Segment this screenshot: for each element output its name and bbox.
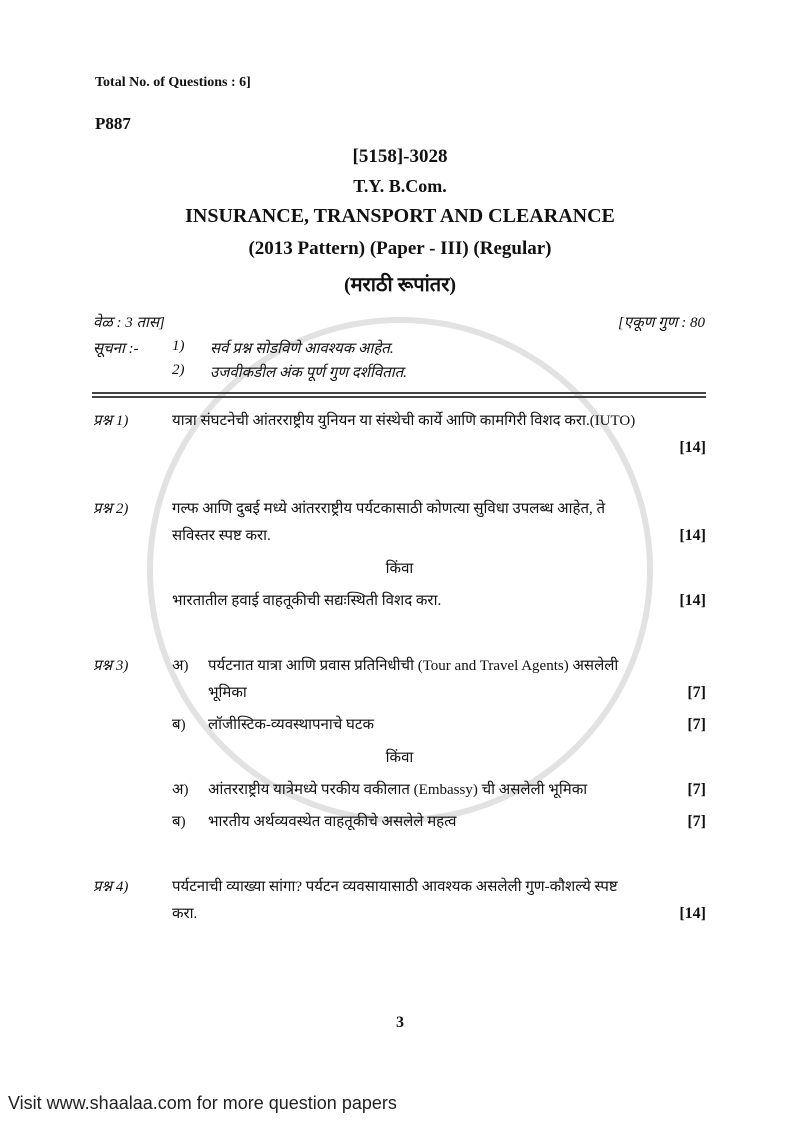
question-marks: [14] — [679, 592, 706, 609]
instruction-text: उजवीकडील अंक पूर्ण गुण दर्शवितात. — [210, 365, 407, 381]
question-4 — [93, 876, 706, 930]
question-label: प्रश्न 4) — [93, 879, 129, 895]
question-label: प्रश्न 3) — [93, 658, 129, 674]
sub-label: अ) — [172, 658, 189, 674]
question-text: लॉजीस्टिक-व्यवस्थापनाचे घटक — [208, 717, 374, 733]
question-marks: [14] — [679, 905, 706, 922]
instruction-text: सर्व प्रश्न सोडविणे आवश्यक आहेत. — [210, 341, 394, 357]
subject-title: INSURANCE, TRANSPORT AND CLEARANCE — [185, 205, 615, 227]
instructions-label: सूचना :- — [93, 341, 139, 357]
question-text: भूमिका — [208, 685, 247, 701]
page-number: 3 — [396, 1014, 404, 1031]
question-marks: [14] — [679, 439, 706, 456]
question-marks: [7] — [687, 684, 706, 701]
divider — [92, 396, 706, 398]
sub-label: अ) — [172, 782, 189, 798]
total-marks: [एकूण गुण : 80 — [617, 315, 705, 331]
total-questions: Total No. of Questions : 6] — [95, 75, 251, 90]
question-text: भारतातील हवाई वाहतूकीची सद्यःस्थिती विशद करा. — [172, 593, 442, 609]
question-text: गल्फ आणि दुबई मध्ये आंतरराष्ट्रीय पर्यटकासाठी कोणत्या सुविधा उपलब्ध आहेत, ते — [172, 501, 606, 517]
question-text: सविस्तर स्पष्ट करा. — [172, 528, 271, 544]
footer-link[interactable]: Visit www.shaalaa.com for more question papers — [8, 1093, 397, 1113]
question-marks: [14] — [679, 527, 706, 544]
paper-id: P887 — [95, 114, 131, 133]
question-marks: [7] — [687, 716, 706, 733]
question-marks: [7] — [687, 813, 706, 830]
paper-code: [5158]-3028 — [352, 146, 448, 167]
translation-label: (मराठी रूपांतर) — [343, 274, 457, 296]
question-text: भारतीय अर्थव्यवस्थेत वाहतूकीचे असलेले महत्व — [208, 814, 457, 830]
divider — [92, 392, 706, 394]
question-marks: [7] — [687, 781, 706, 798]
questions-list — [93, 410, 706, 930]
instruction-number: 1) — [172, 338, 185, 354]
pattern: (2013 Pattern) (Paper - III) (Regular) — [248, 238, 552, 259]
question-label: प्रश्न 2) — [93, 501, 129, 517]
question-label: प्रश्न 1) — [93, 413, 129, 429]
sub-label: ब) — [172, 814, 186, 830]
question-1 — [93, 410, 706, 464]
instruction-number: 2) — [172, 362, 185, 378]
question-text: यात्रा संघटनेची आंतरराष्ट्रीय युनियन या संस्थेची कार्ये आणि कामगिरी विशद करा.(IUTO) — [172, 413, 636, 429]
question-text: पर्यटनात यात्रा आणि प्रवास प्रतिनिधीची (Tour and Travel Agents) असलेली — [208, 658, 619, 674]
question-text: करा. — [172, 906, 198, 922]
question-text: आंतरराष्ट्रीय यात्रेमध्ये परकीय वकीलात (Embassy) ची असलेली भूमिका — [208, 782, 588, 798]
question-text: पर्यटनाची व्याख्या सांगा? पर्यटन व्यवसायासाठी आवश्यक असलेली गुण-कौशल्ये स्पष्ट — [172, 879, 618, 895]
or-separator: किंवा — [385, 561, 414, 577]
or-separator: किंवा — [385, 750, 414, 766]
question-2 — [93, 498, 706, 617]
time-allowed: वेळ : 3 तास] — [93, 315, 165, 331]
question-3 — [93, 655, 706, 838]
course: T.Y. B.Com. — [353, 176, 447, 196]
sub-label: ब) — [172, 717, 186, 733]
